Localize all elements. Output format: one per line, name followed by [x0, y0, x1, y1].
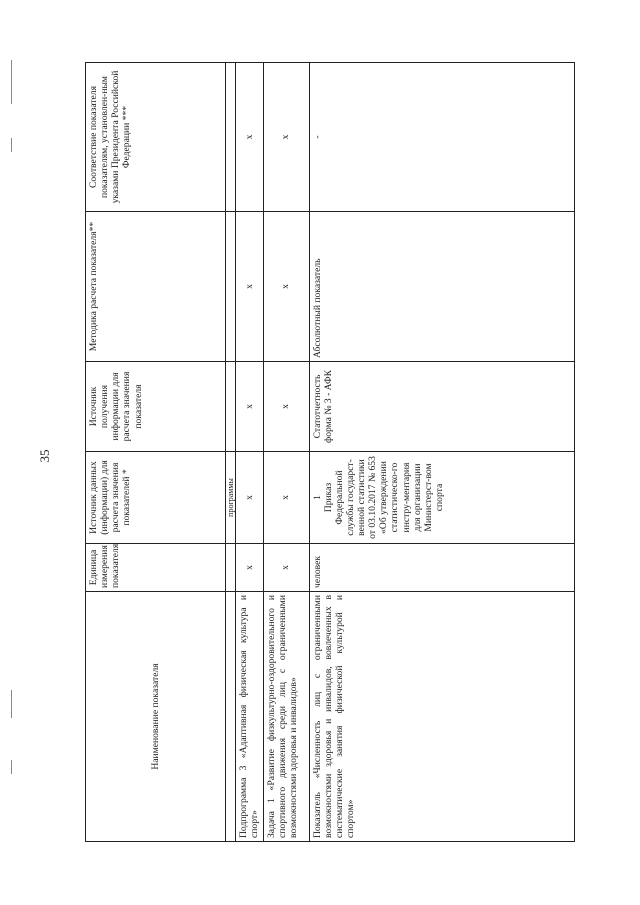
margin-mark: [11, 690, 12, 718]
table-cell: [226, 362, 236, 452]
indicator-data-source: Приказ Федеральной службы государст-венной статистики от 03.10.2017 № 653 «Об утверждении статистическо-го инстру-ментария для организации Министерст-вом спорта: [322, 456, 445, 539]
margin-mark: [11, 60, 12, 104]
table-cell: [226, 63, 236, 212]
header-name: Наименование показателя: [86, 592, 226, 842]
table-cell: программы: [226, 452, 236, 544]
margin-mark: [11, 760, 12, 774]
table-cell: [226, 212, 236, 362]
indicator-method: Абсолютный показатель: [309, 212, 574, 362]
indicator-data-source-number: 1: [311, 495, 323, 500]
header-method: Методика расчета показателя**: [86, 212, 226, 362]
table-cell: [226, 592, 236, 842]
task-method: х: [263, 212, 309, 362]
page-number: 35: [37, 449, 52, 463]
subprogram-method: х: [236, 212, 263, 362]
subprogram-info-source: х: [236, 362, 263, 452]
task-data-source: х: [263, 452, 309, 544]
header-data-source: Источник данных (информации) для расчета значения показателей *: [86, 452, 226, 544]
subprogram-data-source: х: [236, 452, 263, 544]
table-row-task: [263, 63, 309, 842]
task-correspondence: х: [263, 63, 309, 212]
task-label: Задача 1 «Развитие физкультурно-оздоровительного и спортивного движения среди лиц с ограниченными возможностями здоровья и инвалидов»: [263, 592, 309, 842]
margin-mark: [11, 138, 12, 152]
table-cell: [226, 544, 236, 592]
indicator-unit: человек: [309, 544, 574, 592]
indicators-table: [85, 62, 575, 842]
subprogram-correspondence: х: [236, 63, 263, 212]
table-header-row: [86, 63, 226, 842]
indicator-info-source: Статотчетность форма № 3 - АФК: [309, 362, 574, 452]
indicator-label: Показатель «Численность лиц с ограниченными возможностями здоровья и инвалидов, вовлеченных в систематические занятия физической культурой и спортом»: [309, 592, 574, 842]
subprogram-label: Подпрограмма 3 «Адаптивная физическая культура и спорт»: [236, 592, 263, 842]
column-number-row: [226, 63, 236, 842]
task-info-source: х: [263, 362, 309, 452]
rotated-table-container: [85, 62, 575, 842]
table-row-indicator: [309, 63, 574, 842]
indicator-correspondence: -: [309, 63, 574, 212]
task-unit: х: [263, 544, 309, 592]
indicator-data-source-cell: [309, 452, 574, 544]
header-correspondence: Соответствие показателя показателям, установлен-ным указами Президента Российской Федерации ***: [86, 63, 226, 212]
table-row-subprogram: [236, 63, 263, 842]
subprogram-unit: х: [236, 544, 263, 592]
header-unit: Единица измерения показателя: [86, 544, 226, 592]
header-info-source: Источник получения информации для расчета значения показателя: [86, 362, 226, 452]
